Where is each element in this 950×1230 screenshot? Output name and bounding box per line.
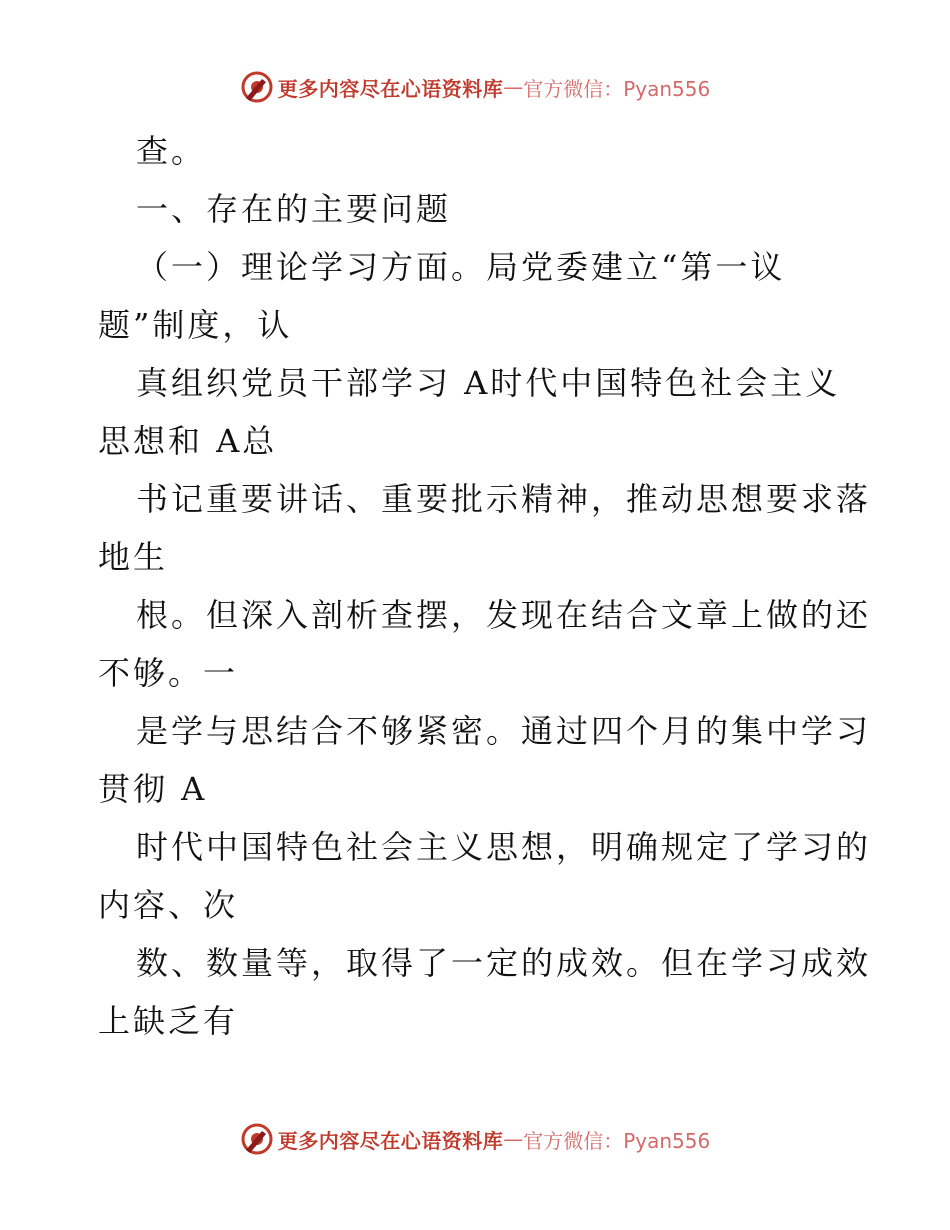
banner-separator: —	[503, 75, 524, 99]
text-line: 一、存在的主要问题	[136, 190, 452, 228]
text-line: 是学与思结合不够紧密。通过四个月的集中学习	[136, 712, 872, 750]
text-line: 书记重要讲话、重要批示精神，推动思想要求落	[136, 480, 872, 518]
text-line: 地生	[98, 538, 169, 576]
text-line: 思想和 A总	[98, 422, 278, 460]
banner-separator: —	[503, 1127, 524, 1151]
banner-wechat-text: 官方微信：Pyan556	[523, 76, 711, 101]
text-line: （一）理论学习方面。局党委建立“第一议	[136, 248, 786, 286]
pen-logo-icon	[240, 1122, 274, 1156]
text-line: 题”制度，认	[98, 306, 293, 344]
text-line: 真组织党员干部学习 A时代中国特色社会主义	[136, 364, 841, 402]
text-line: 时代中国特色社会主义思想，明确规定了学习的	[136, 828, 872, 866]
pen-logo-icon	[240, 70, 274, 104]
header-banner	[0, 70, 950, 104]
banner-main-text: 更多内容尽在心语资料库	[277, 76, 504, 101]
text-line: 上缺乏有	[98, 1002, 239, 1040]
footer-banner	[0, 1122, 950, 1156]
text-line: 内容、次	[98, 886, 239, 924]
text-line: 查。	[136, 132, 207, 170]
banner-wechat-text: 官方微信：Pyan556	[523, 1128, 711, 1153]
text-line: 根。但深入剖析查摆，发现在结合文章上做的还	[136, 596, 872, 634]
text-line: 贯彻 A	[98, 770, 208, 808]
text-line: 不够。一	[98, 654, 239, 692]
document-body	[98, 122, 878, 1050]
text-line: 数、数量等，取得了一定的成效。但在学习成效	[136, 944, 872, 982]
banner-main-text: 更多内容尽在心语资料库	[277, 1128, 504, 1153]
